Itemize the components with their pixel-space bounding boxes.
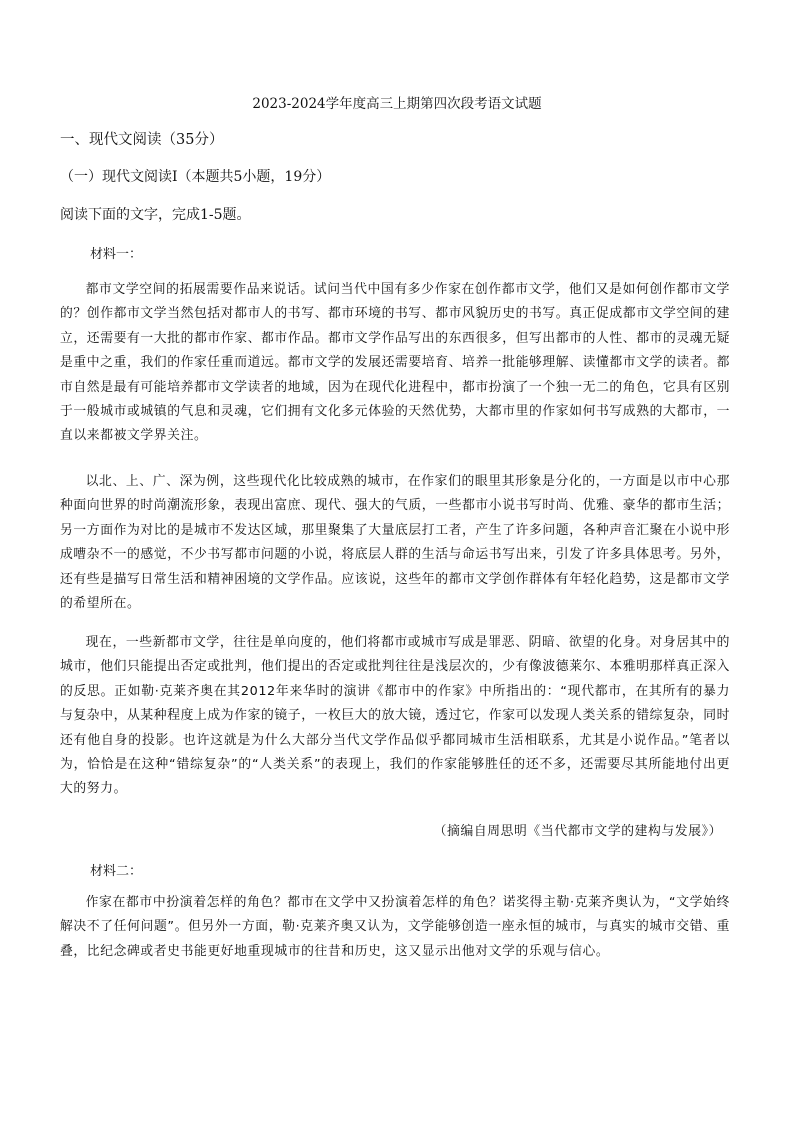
reading-instruction: 阅读下面的文字，完成1-5题。 [60,207,251,223]
material-1-source-citation: （摘编自周思明《当代都市文学的建构与发展》） [433,824,722,839]
section-heading: 一、现代文阅读（35分） [60,132,224,148]
material-1-paragraph-2: 以北、上、广、深为例，这些现代化比较成熟的城市，在作家们的眼里其形象是分化的，一方面是以市中心那种面向世界的时尚潮流形象，表现出富庶、现代、强大的气质，一些都市小说书写时尚、优雅、豪华的都市生活；另一方面作为对比的是城市不发达区域，那里聚集了大量底层打工者，产生了许多问题，各种声音汇聚在小说中形成嘈杂不一的感觉，不少书写都市问题的小说，将底层人群的生活与命运书写出来，引发了许多具体思考。另外，还有些是描写日常生活和精神困境的文学作品。应该说，这些年的都市文学创作群体有年轻化趋势，这是都市文学的希望所在。 [60,474,730,612]
material-2-label: 材料二： [90,864,143,879]
material-1-paragraph-1: 都市文学空间的拓展需要作品来说话。试问当代中国有多少作家在创作都市文学，他们又是如何创作都市文学的？创作都市文学当然包括对都市人的书写、都市环境的书写、都市风貌历史的书写。真正促成都市文学空间的建立，还需要有一大批的都市作家、都市作品。都市文学作品写出的东西很多，但写出都市的人性、都市的灵魂无疑是重中之重，我们的作家任重而道远。都市文学的发展还需要培育、培养一批能够理解、读懂都市文学的读者。都市自然是最有可能培养都市文学读者的地域，因为在现代化进程中，都市扮演了一个独一无二的角色，它具有区别于一般城市或城镇的气息和灵魂，它们拥有文化多元体验的天然优势，大都市里的作家如何书写成熟的大都市，一直以来都被文学界关注。 [60,282,730,444]
material-1-label: 材料一： [90,247,143,262]
document-title: 2023-2024学年度高三上期第四次段考语文试题 [252,96,542,112]
subsection-heading: （一）现代文阅读Ⅰ（本题共5小题，19分） [60,169,331,185]
material-1-paragraph-3: 现在，一些新都市文学，往往是单向度的，他们将都市或城市写成是罪恶、阴暗、欲望的化身。对身居其中的城市，他们只能提出否定或批判，他们提出的否定或批判往往是浅层次的，少有像波德莱尔、本雅明那样真正深入的反思。正如勒·克莱齐奥在其2012年来华时的演讲《都市中的作家》中所指出的：“现代都市，在其所有的暴力与复杂中，从某种程度上成为作家的镜子，一枚巨大的放大镜，透过它，作家可以发现人类关系的错综复杂，同时还有他自身的投影。也许这就是为什么大部分当代文学作品似乎都同城市生活相联系，尤其是小说作品。”笔者以为，恰恰是在这种“错综复杂”的“人类关系”的表现上，我们的作家能够胜任的还不多，还需要尽其所能地付出更大的努力。 [60,635,730,797]
material-2-paragraph-1: 作家在都市中扮演着怎样的角色？都市在文学中又扮演着怎样的角色？诺奖得主勒·克莱齐奥认为，“文学始终解决不了任何问题”。但另外一方面，勒·克莱齐奥又认为，文学能够创造一座永恒的城市，与真实的城市交错、重叠，比纪念碑或者史书能更好地重现城市的往昔和历史，这又显示出他对文学的乐观与信心。 [60,895,730,959]
